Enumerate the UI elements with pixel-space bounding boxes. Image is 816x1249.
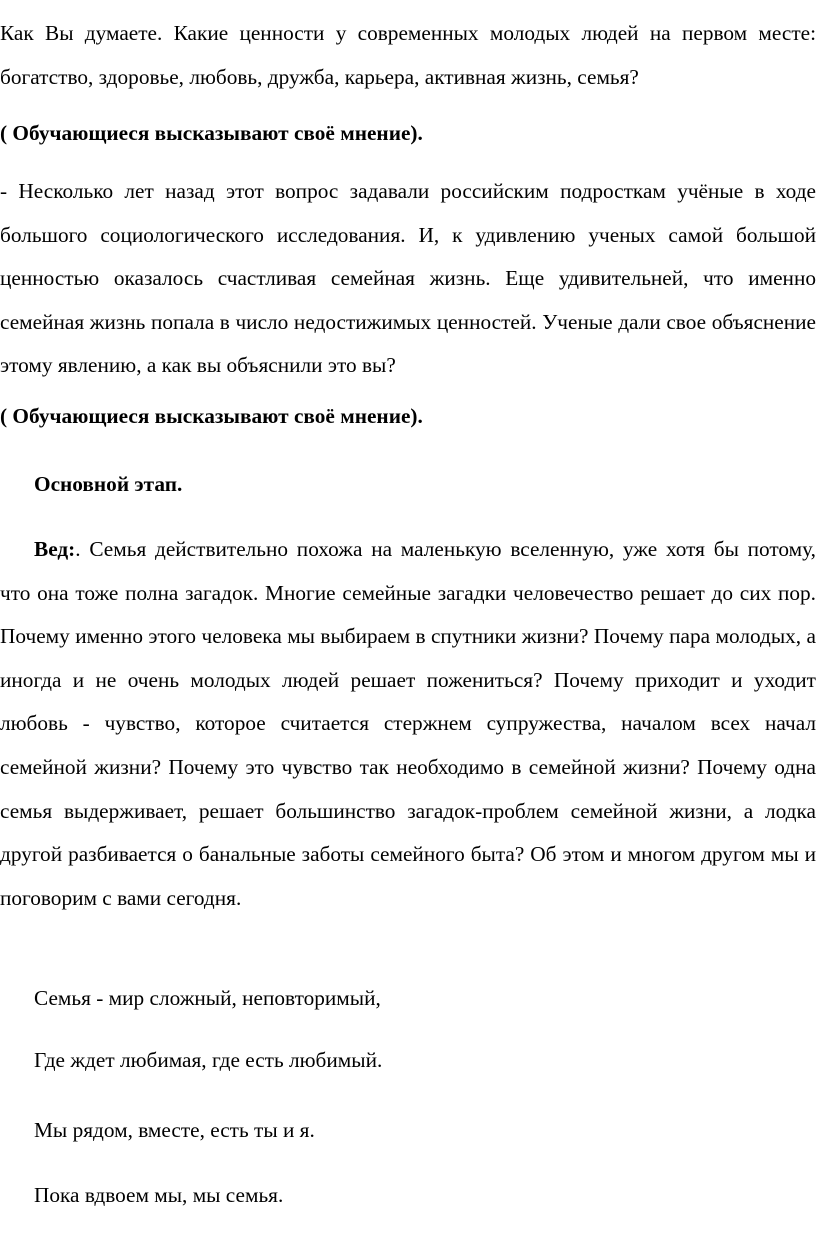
presenter-paragraph [0,528,816,920]
poem-line-2: Где ждет любимая, где есть любимый. [34,1048,383,1072]
poem-line-1: Семья - мир сложный, неповторимый, [34,986,381,1010]
presenter-text: . Семья действительно похожа на маленькую вселенную, уже хотя бы потому, что она тоже полна загадок. Многие семейные загадки человечество решает до сих пор. Почему именно этого человека мы выбираем в спутники жизни? Почему пара молодых, а иногда и не очень молодых людей решает пожениться? Почему приходит и уходит любовь - чувство, которое считается стержнем супружества, началом всех начал семейной жизни? Почему это чувство так необходимо в семейной жизни? Почему одна семья выдерживает, решает большинство загадок-проблем семейной жизни, а лодка другой разбивается о банальные заботы семейного быта? Об этом и многом другом мы и поговорим с вами сегодня. [0,537,816,910]
question-paragraph: Как Вы думаете. Какие ценности у современных молодых людей на первом месте: богатство, здоровье, любовь, дружба, карьера, активная жизнь, семья? [0,21,816,89]
poem-line-3: Мы рядом, вместе, есть ты и я. [34,1118,315,1142]
poem-line-4: Пока вдвоем мы, мы семья. [34,1183,284,1207]
research-paragraph: - Несколько лет назад этот вопрос задавали российским подросткам учёные в ходе большого социологического исследования. И, к удивлению ученых самой большой ценностью оказалось счастливая семейная жизнь. Еще удивительней, что именно семейная жизнь попала в число недостижимых ценностей. Ученые дали свое объяснение этому явлению, а как вы объяснили это вы? [0,179,816,378]
students-opinion-note-1: ( Обучающиеся высказывают своё мнение). [0,121,423,145]
main-stage-heading: Основной этап. [34,472,183,496]
presenter-label: Вед: [34,537,76,561]
students-opinion-note-2: ( Обучающиеся высказывают своё мнение). [0,404,423,428]
